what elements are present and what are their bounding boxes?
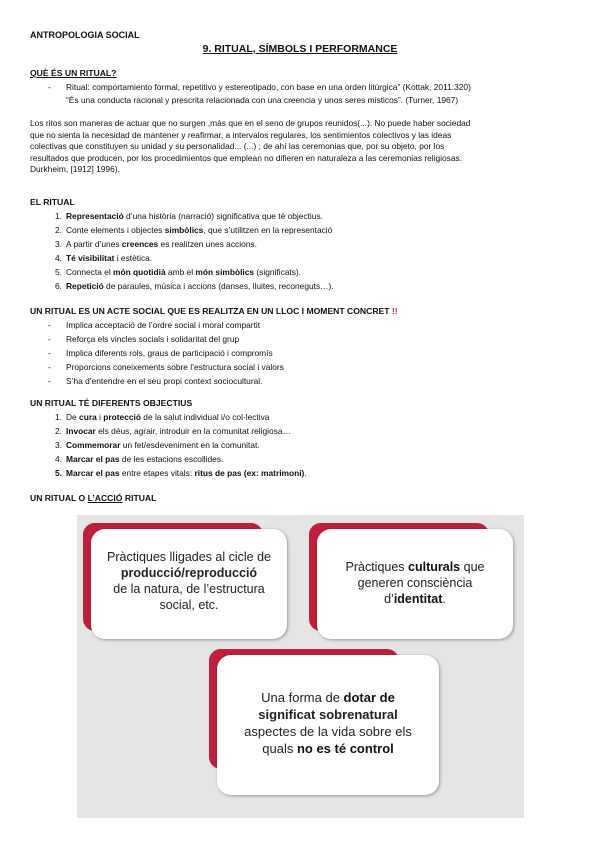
box-line: . [442,592,446,606]
keyword: Invocar [66,426,96,436]
heading-text: RITUAL [122,493,157,503]
list-number: 2. [55,225,62,235]
item-text: . [304,468,307,478]
box-keyword: identitat [393,592,443,606]
item-text: i estètica. [114,253,153,263]
box-culture [317,529,513,639]
item-text: Implica acceptació de l’ordre social i moral compartit [66,320,261,330]
section-heading-objectives: UN RITUAL TÉ DIFERENTS OBJECTIUS [30,398,193,408]
box-supernatural [217,655,439,795]
quote-line: Los ritos son maneras de actuar que no surgen ,más que en el seno de grupos reunidos(...). No puede haber sociedad [30,118,471,128]
item-text: Proporcions coneixements sobre l’estructura social i valors [66,362,284,372]
keyword: món simbòlics [195,267,255,277]
item-text: de la salut individual i/o col·lectiva [140,412,270,422]
bullet-marker: - [48,334,51,344]
item-text: De [66,412,80,422]
box-production [91,529,287,639]
keyword: Marcar el pas [66,454,120,464]
keyword: protecció [103,412,141,422]
item-text: , que s’utilitzen en la representació [203,225,333,235]
keyword: Commemorar [66,440,121,450]
keyword: Representació [66,211,124,221]
box-line: aspectes de la vida sobre els [244,724,412,739]
item-text: els déus, agrair, introduir en la comunitat religiosa… [95,426,291,436]
heading-underlined: L’ACCIÓ [87,493,123,503]
box-line: de la natura, de l’estructura [113,582,265,596]
box-keyword: no es té control [296,741,394,756]
box-keyword: significat sobrenatural [258,707,398,722]
item-text: d’una història (narració) significativa que té objectius. [123,211,323,221]
quote-line: que no sienta la necesidad de mantener y reafirmar, a intervalos regulares, los sentimientos colectivos y las ideas [30,129,452,140]
item-text: es realitzen unes accions. [158,239,257,249]
keyword: cura [79,412,97,422]
quote-line: resultados que producen, por los procedimientos que emplean no difieren en naturaleza a las ceremonias religiosas. [30,152,463,163]
definition-turner: “És una conducta racional y prescrita relacionada con una creencia y unos seres misticos”. (Turner, 1967) [66,95,459,105]
bullet-marker: - [48,348,51,358]
item-text: S’ha d’entendre en el seu propi context sociocultural. [66,376,263,386]
box-line: d’ [384,592,394,606]
keyword: simbòlics [164,225,204,235]
box-line: social, etc. [159,598,219,612]
item-text: Reforça els vincles socials i solidaritat del grup [66,334,240,344]
item-text: Conte elements i objectes [66,225,165,235]
list-number: 3. [55,440,62,450]
section-heading-ritual-action [30,493,156,503]
item-text: un fet/esdeveniment en la comunitat. [120,440,260,450]
page-title: 9. RITUAL, SÍMBOLS I PERFORMANCE [202,43,398,55]
box-keyword: producció/reproducció [120,566,258,580]
list-number: 4. [55,454,62,464]
box-line: quals [262,741,297,756]
item-text: entre etapes vitals: [119,468,195,478]
item-text: (significats). [254,267,302,277]
box-line: Una forma de [261,690,344,705]
box-line: que [460,560,485,574]
keyword: Marcar el pas [66,468,120,478]
list-number: 3. [55,239,62,249]
item-text: Connecta el [66,267,114,277]
box-keyword: culturals [408,560,461,574]
keyword: món quotidià [113,267,166,277]
durkheim-quote [30,118,570,176]
bullet-marker: - [48,82,51,92]
box-line: Pràctiques lligades al cicle de [107,550,271,564]
section-heading-social-act [30,306,398,316]
quote-line: colectivas que constituyen su unidad y su personalidad... (...) ; de ahí las ceremonias que, por su objeto, por los [30,141,445,151]
box-keyword: dotar de [343,690,395,705]
list-number: 5. [55,468,62,478]
heading-text: UN RITUAL ES UN ACTE SOCIAL QUE ES REALITZA EN UN LLOC I MOMENT CONCRET [30,306,390,316]
bullet-marker: - [48,320,51,330]
course-name: ANTROPOLOGIA SOCIAL [30,30,140,40]
definition-kottak: Ritual: comportamiento formal, repetitivo y estereotipado, con base en una orden litúrgica” (Kottak, 2011:320) [66,82,471,92]
list-number: 1. [55,412,62,422]
keyword: ritus de pas (ex: matrimoni) [194,468,305,478]
list-number: 6. [55,281,62,291]
keyword: Repetició [66,281,104,291]
list-number: 1. [55,211,62,221]
ritual-diagram [77,515,524,818]
section-heading-what-is-ritual: QUÈ ÉS UN RITUAL? [30,68,117,78]
box-line: Pràctiques [345,560,409,574]
keyword: Té visibilitat [66,253,115,263]
list-number: 4. [55,253,62,263]
list-number: 2. [55,426,62,436]
heading-text: UN RITUAL O [30,493,88,503]
list-number: 5. [55,267,62,277]
item-text: de les estacions escollides. [119,454,224,464]
keyword: creences [121,239,159,249]
section-heading-el-ritual: EL RITUAL [30,197,75,207]
item-text: i [96,412,104,422]
item-text: A partir d’unes [66,239,122,249]
box-line: generen consciència [357,576,473,590]
quote-line: Durkheim, [1912] 1996). [30,164,120,174]
item-text: de paraules, música i accions (danses, lluites, reconeguts…). [103,281,334,291]
bullet-marker: - [48,362,51,372]
item-text: amb el [165,267,196,277]
emphasis-marks: !! [391,306,398,316]
item-text: Implica diferents rols, graus de participació i compromís [66,348,273,358]
bullet-marker: - [48,376,51,386]
